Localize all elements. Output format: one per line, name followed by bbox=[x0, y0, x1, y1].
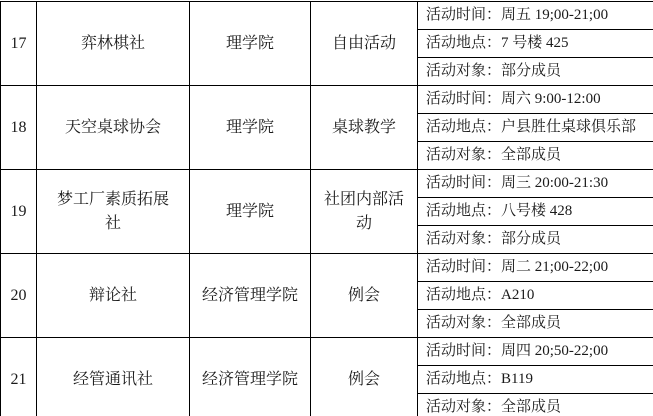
activity-place: 活动地点：户县胜仕桌球俱乐部 bbox=[418, 113, 653, 141]
row-number-cell: 19 bbox=[1, 170, 37, 254]
row-number-cell: 20 bbox=[1, 254, 37, 338]
activity-type-cell: 桌球教学 bbox=[311, 86, 418, 170]
activity-details-cell bbox=[418, 338, 653, 416]
club-name-cell: 辩论社 bbox=[37, 254, 190, 338]
college-cell: 经济管理学院 bbox=[190, 254, 311, 338]
row-number-cell: 17 bbox=[1, 2, 37, 86]
table-row bbox=[1, 86, 653, 170]
club-activity-table bbox=[0, 1, 653, 416]
club-name-cell: 天空桌球协会 bbox=[37, 86, 190, 170]
college-cell: 理学院 bbox=[190, 170, 311, 254]
activity-time: 活动时间：周三 20:00-21:30 bbox=[426, 175, 609, 192]
club-name-cell: 经管通讯社 bbox=[37, 338, 190, 416]
activity-time: 活动时间：周六 9:00-12:00 bbox=[426, 91, 601, 108]
activity-time: 活动时间：周四 20;50-22;00 bbox=[426, 343, 609, 360]
activity-type-cell: 例会 bbox=[311, 338, 418, 416]
activity-type-cell: 社团内部活动 bbox=[311, 170, 418, 254]
table-row bbox=[1, 170, 653, 254]
activity-details-cell bbox=[418, 254, 653, 338]
activity-time: 活动时间：周二 21;00-22;00 bbox=[426, 259, 609, 276]
table-row bbox=[1, 254, 653, 338]
activity-details-cell bbox=[418, 2, 653, 86]
club-name-cell: 梦工厂素质拓展社 bbox=[37, 170, 190, 254]
details-stack bbox=[418, 254, 653, 337]
activity-place: 活动地点：八号楼 428 bbox=[418, 197, 653, 225]
college-cell: 理学院 bbox=[190, 2, 311, 86]
details-stack bbox=[418, 170, 653, 253]
activity-details-cell bbox=[418, 170, 653, 254]
club-name-cell: 弈林棋社 bbox=[37, 2, 190, 86]
college-cell: 经济管理学院 bbox=[190, 338, 311, 416]
activity-target: 活动对象：部分成员 bbox=[418, 57, 653, 85]
activity-time: 活动时间：周五 19;00-21;00 bbox=[426, 7, 609, 24]
activity-target: 活动对象：部分成员 bbox=[418, 225, 653, 253]
table-row bbox=[1, 2, 653, 86]
activity-target: 活动对象：全部成员 bbox=[418, 141, 653, 169]
activity-type-cell: 例会 bbox=[311, 254, 418, 338]
row-number-cell: 21 bbox=[1, 338, 37, 416]
table-row bbox=[1, 338, 653, 416]
activity-type-cell: 自由活动 bbox=[311, 2, 418, 86]
details-stack bbox=[418, 2, 653, 85]
row-number-cell: 18 bbox=[1, 86, 37, 170]
details-stack bbox=[418, 86, 653, 169]
activity-place: 活动地点：7 号楼 425 bbox=[418, 29, 653, 57]
activity-details-cell bbox=[418, 86, 653, 170]
college-cell: 理学院 bbox=[190, 86, 311, 170]
activity-place: 活动地点：A210 bbox=[418, 281, 653, 309]
activity-target: 活动对象：全部成员 bbox=[418, 309, 653, 337]
activity-target: 活动对象：全部成员 bbox=[418, 393, 653, 416]
details-stack bbox=[418, 338, 653, 416]
activity-place: 活动地点：B119 bbox=[418, 365, 653, 393]
